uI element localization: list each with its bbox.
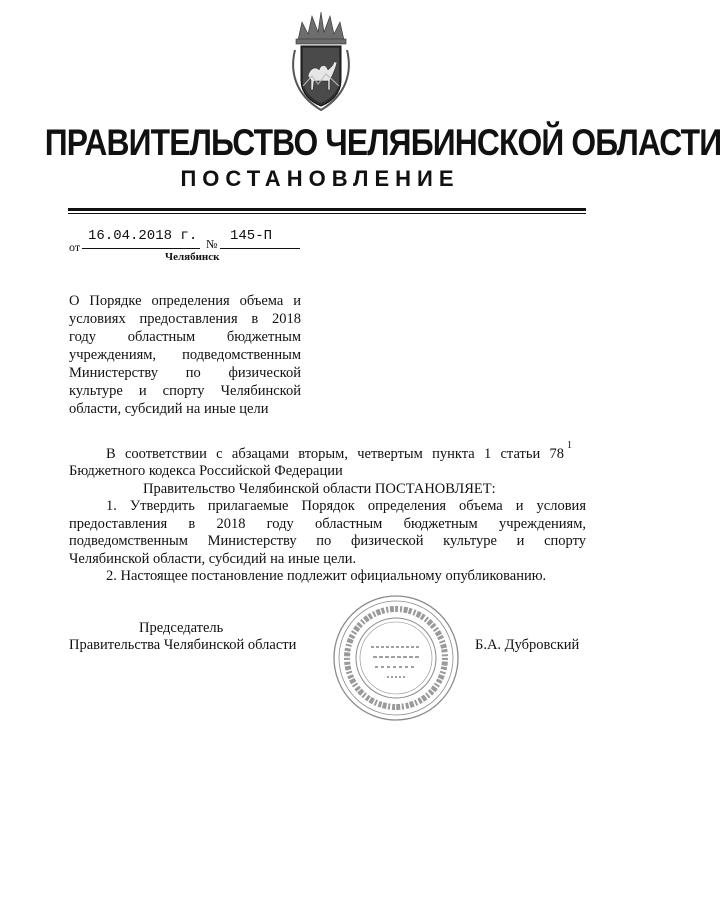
item-1-line: 1. Утвердить прилагаемые Порядок определения объема и условия [106, 498, 586, 514]
subject-line: учреждениям, подведомственным [69, 347, 301, 363]
document-subject [69, 292, 301, 418]
header-rule-thin [68, 213, 586, 214]
document-number: 145-П [230, 228, 273, 244]
number-label: № [206, 237, 218, 251]
subject-line: О Порядке определения объема и [69, 293, 301, 309]
item-1-line: предоставления в 2018 году областным бюджетным учреждениям, [69, 516, 586, 532]
item-1-line: Челябинской области, субсидий на иные цели. [69, 551, 357, 567]
subject-line: условиях предоставления в 2018 [69, 311, 301, 327]
document-type: ПОСТАНОВЛЕНИЕ [180, 166, 460, 191]
subject-line: Министерству по физической [69, 365, 301, 381]
subject-line: году областным бюджетным [69, 329, 301, 345]
government-title: ПРАВИТЕЛЬСТВО ЧЕЛЯБИНСКОЙ ОБЛАСТИ [44, 122, 721, 163]
item-2: 2. Настоящее постановление подлежит официальному опубликованию. [106, 568, 547, 584]
item-1-line: подведомственным Министерству по физической культуре и спорту [69, 533, 586, 549]
subject-line: культуре и спорту Челябинской [69, 383, 301, 399]
coat-of-arms-emblem [288, 10, 354, 114]
preamble-line-2: Бюджетного кодекса Российской Федерации [69, 463, 343, 479]
signer-position-line-2: Правительства Челябинской области [69, 637, 297, 653]
article-superscript: 1 [567, 440, 572, 451]
date-underline [82, 248, 200, 249]
preamble-line-1: В соответствии с абзацами вторым, четвертым пункта 1 статьи 78 [106, 446, 564, 462]
subject-line: области, субсидий на иные цели [69, 401, 269, 417]
official-seal-stamp [331, 593, 461, 723]
signer-position-line-1: Председатель [139, 620, 224, 636]
decree-statement: Правительство Челябинской области ПОСТАНОВЛЯЕТ: [143, 481, 496, 497]
signer-name: Б.А. Дубровский [475, 637, 580, 653]
number-underline [220, 248, 300, 249]
header-rule-thick [68, 208, 586, 211]
city-label: Челябинск [165, 251, 220, 263]
from-label: от [69, 240, 81, 254]
document-date: 16.04.2018 г. [88, 228, 198, 244]
